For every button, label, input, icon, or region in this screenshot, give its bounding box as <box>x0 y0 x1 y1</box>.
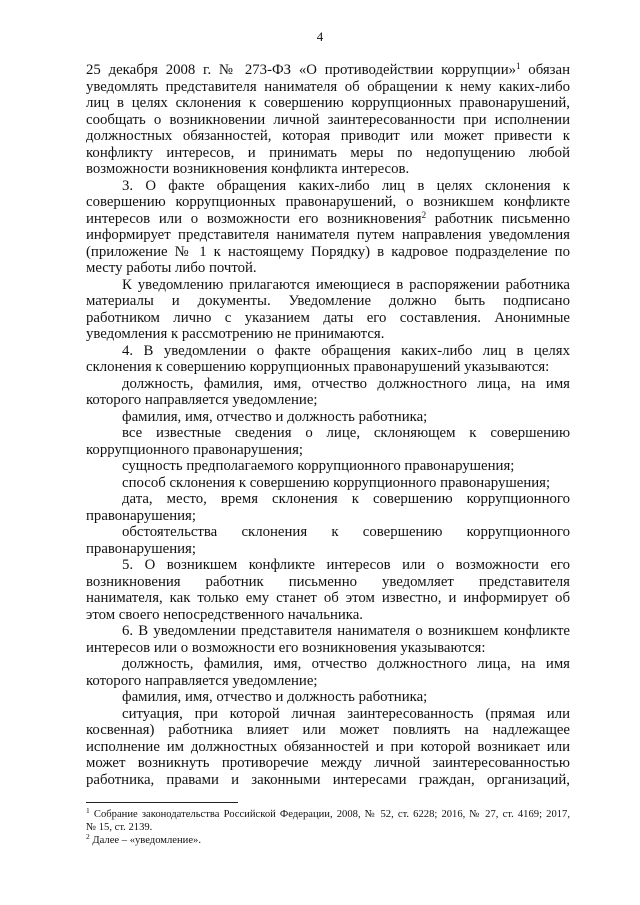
text-line: может возникнуть противоречие между личной заинтересованностью <box>86 755 570 771</box>
text-line: интересов или о возможности его возникновения$^2$ работник письменно <box>86 209 570 227</box>
text-line: (приложение № 1 к настоящему Порядку) в кадровое подразделение по <box>86 243 570 260</box>
text-line: этом своего непосредственного начальника. <box>86 606 364 623</box>
text-line: исполнение им должностных обязанностей и при которой возникает или <box>86 738 570 755</box>
text-line: 4. В уведомлении о факте обращения каких-либо лиц в целях <box>122 342 570 359</box>
text-line: материалы и документы. Уведомление должно быть подписано <box>86 293 570 309</box>
page-number: 4 <box>316 29 324 44</box>
text-line: способ склонения к совершению коррупционного правонарушения; <box>122 474 551 491</box>
footnote-marker: 1 <box>516 61 521 71</box>
text-line: работника, правами и законными интересами граждан, организаций, <box>86 771 570 788</box>
text-line: склонения к совершению коррупционных правонарушений указываются: <box>86 359 550 375</box>
text-line: информирует представителя нанимателя путем направления уведомления <box>86 227 570 243</box>
text-line: коррупционного правонарушения; <box>86 441 303 458</box>
footnote-divider <box>86 802 238 803</box>
text-line: должность, фамилия, имя, отчество должностного лица, на имя <box>122 656 570 672</box>
footnote-number: 2 <box>86 832 90 841</box>
text-line: фамилия, имя, отчество и должность работника; <box>122 408 428 425</box>
footnote-line: № 15, ст. 2139. <box>86 822 153 833</box>
text-line: все известные сведения о лице, склоняющем к совершению <box>122 425 570 441</box>
text-line: которого направляется уведомление; <box>86 672 318 689</box>
text-line: работником лично с указанием даты его составления. Анонимные <box>86 309 570 326</box>
text-line: правонарушения; <box>86 540 196 557</box>
text-line: лиц в целях склонения к совершению коррупционных правонарушений, <box>86 95 570 111</box>
footnotes <box>86 808 570 847</box>
text-line: конфликту интересов, и принимать меры по недопущению любой <box>86 144 570 161</box>
text-line: 6. В уведомлении представителя нанимателя о возникшем конфликте <box>122 623 570 639</box>
text-line: фамилия, имя, отчество и должность работника; <box>122 689 428 705</box>
text-line: 25 декабря 2008 г. № 273-ФЗ «О противодействии коррупции»$^1$ обязан <box>86 61 570 78</box>
text-line: правонарушения; <box>86 507 196 524</box>
text-line: сообщать о возникновении личной заинтересованности при исполнении <box>86 111 570 128</box>
text-line: совершению коррупционных правонарушений, о возникшем конфликте <box>86 194 570 210</box>
text-line: уведомления к рассмотрению не принимаются. <box>86 326 385 342</box>
document-body <box>86 62 570 788</box>
text-line: интересов или о возможности его возникновения указываются: <box>86 639 486 656</box>
text-line: возникновения работник письменно уведомляет представителя <box>86 573 570 590</box>
text-line: дата, место, время склонения к совершению коррупционного <box>122 491 570 507</box>
footnote-marker: 2 <box>421 209 427 220</box>
footnote-line: $^1$ Собрание законодательства Российской Федерации, 2008, № 52, ст. 6228; 2016, № 27, ст. 4169; 2017, <box>86 806 570 820</box>
text-line: уведомлять представителя нанимателя об обращении к нему каких-либо <box>86 78 570 95</box>
text-line: нанимателя, как только ему станет об этом известно, и информирует об <box>86 590 570 606</box>
text-line: месту работы либо почтой. <box>86 260 257 276</box>
text-line: должность, фамилия, имя, отчество должностного лица, на имя <box>122 375 570 392</box>
text-line: косвенная) работника влияет или может повлиять на надлежащее <box>86 722 570 738</box>
text-line: 3. О факте обращения каких-либо лиц в целях склонения к <box>122 177 570 194</box>
text-line: 5. О возникшем конфликте интересов или о возможности его <box>122 557 570 573</box>
text-line: возможности возникновения конфликта интересов. <box>86 161 410 177</box>
footnote-number: 1 <box>86 806 90 815</box>
footnote-line: $^2$ Далее – «уведомление». <box>86 832 201 846</box>
text-line: обстоятельства склонения к совершению коррупционного <box>122 524 570 540</box>
text-line: должностных обязанностей, которая приводит или может привести к <box>86 128 570 144</box>
text-line: сущность предполагаемого коррупционного правонарушения; <box>122 458 515 474</box>
text-line: которого направляется уведомление; <box>86 392 318 408</box>
text-line: К уведомлению прилагаются имеющиеся в распоряжении работника <box>122 276 570 293</box>
text-line: ситуация, при которой личная заинтересованность (прямая или <box>122 705 570 722</box>
